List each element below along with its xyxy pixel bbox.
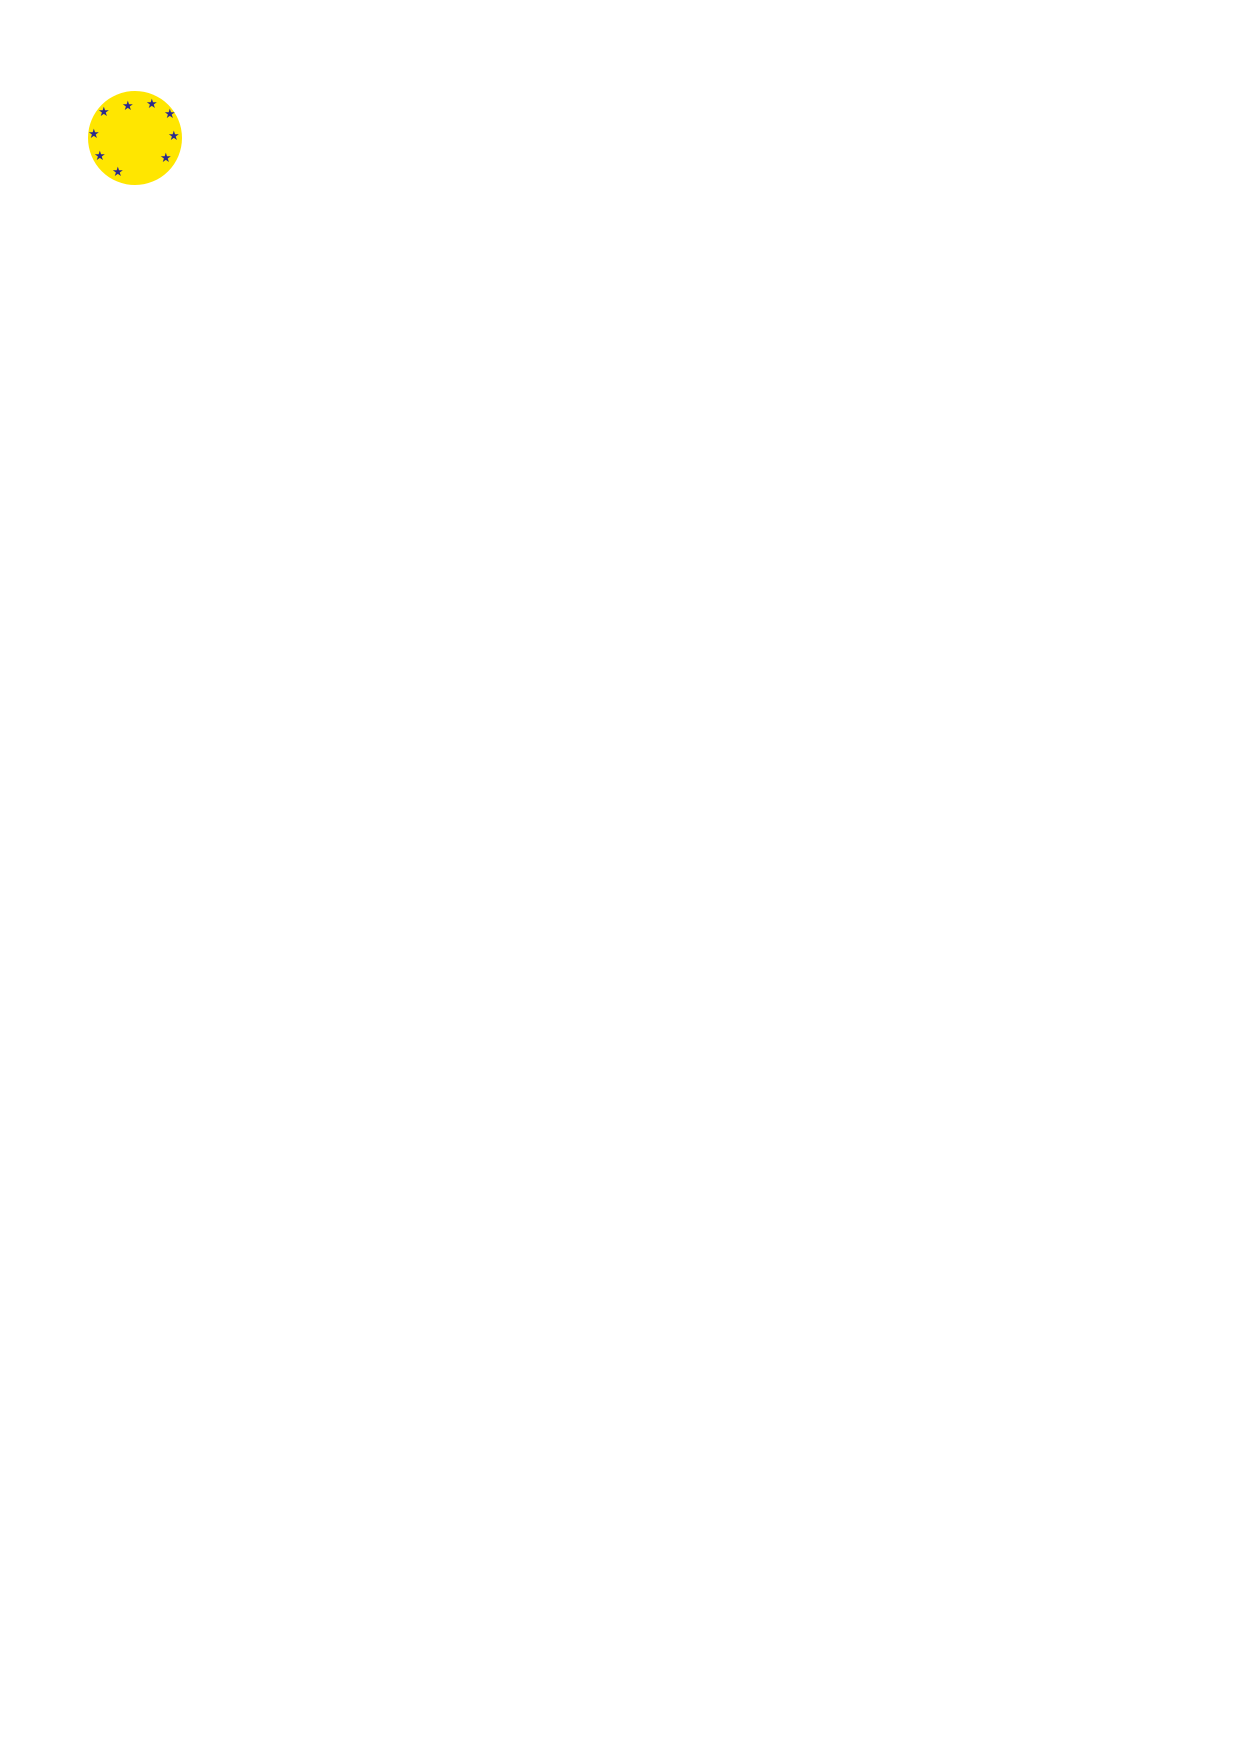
svg-text:★: ★ (146, 97, 158, 112)
svg-text:★: ★ (164, 107, 176, 122)
svg-text:★: ★ (94, 149, 106, 164)
svg-text:★: ★ (122, 99, 134, 114)
martinez-logo (60, 88, 580, 198)
svg-text:★: ★ (168, 129, 180, 144)
svg-text:★: ★ (88, 127, 100, 142)
svg-text:★: ★ (98, 105, 110, 120)
svg-text:★: ★ (112, 165, 124, 180)
svg-text:★: ★ (160, 151, 172, 166)
